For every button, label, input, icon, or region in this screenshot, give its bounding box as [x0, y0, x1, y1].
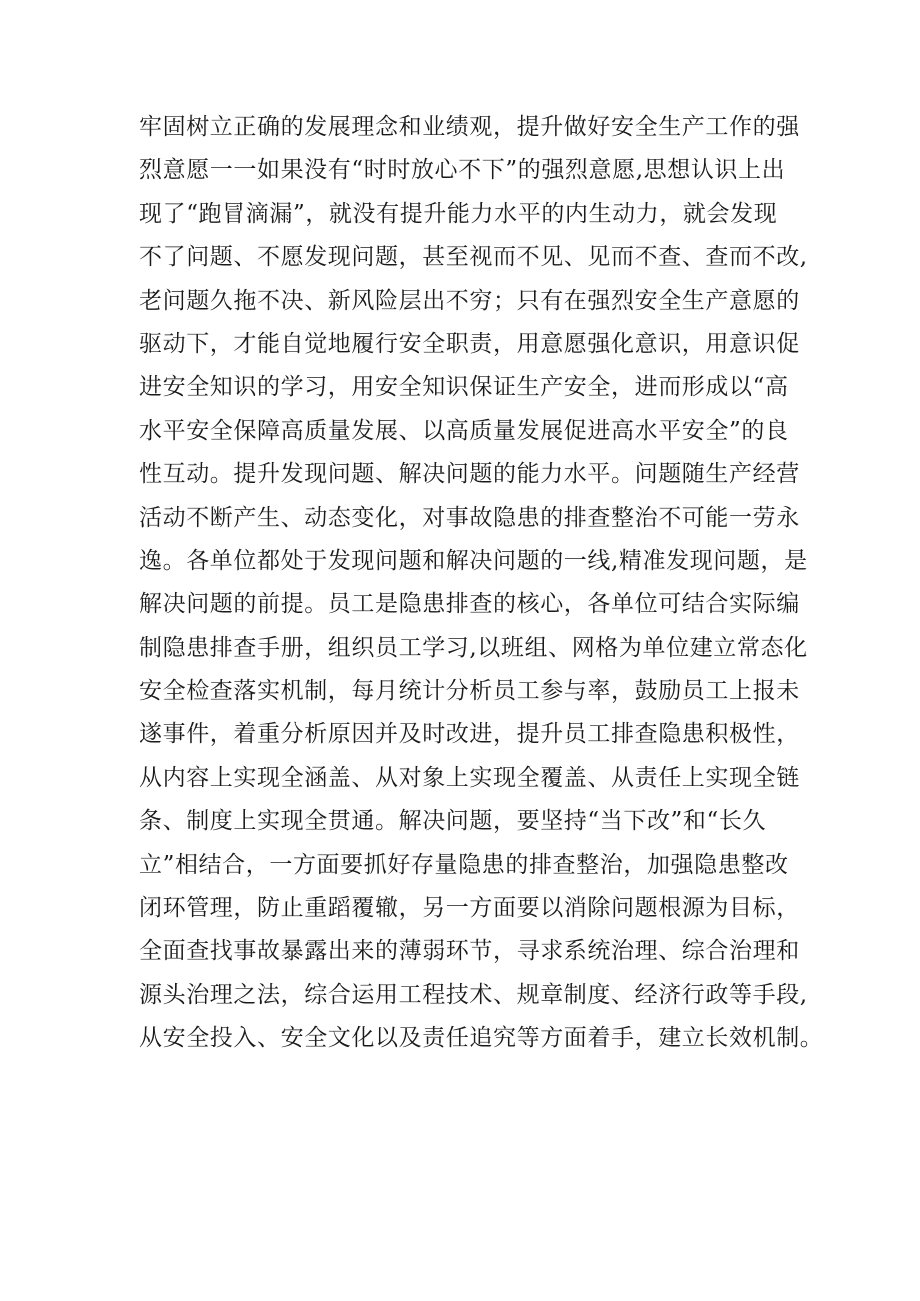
text-line: 制隐患排查手册，组织员工学习,以班组、网格为单位建立常态化	[139, 634, 808, 661]
text-line: 源头治理之法，综合运用工程技术、规章制度、经济行政等手段,	[139, 981, 808, 1008]
text-line: 从安全投入、安全文化以及责任追究等方面着手，建立长效机制。	[139, 1025, 824, 1052]
text-line: 解决问题的前提。员工是隐患排查的核心，各单位可结合实际编	[139, 591, 800, 618]
text-line: 不了问题、不愿发现问题，甚至视而不见、见而不查、查而不改,	[139, 244, 808, 271]
text-line: 闭环管理，防止重蹈覆辙，另一方面要以消除问题根源为目标，	[139, 895, 800, 922]
text-line: 现了“跑冒滴漏”，就没有提升能力水平的内生动力，就会发现	[139, 200, 778, 227]
text-line: 遂事件，着重分析原因并及时改进，提升员工排查隐患积极性，	[139, 721, 800, 748]
text-line: 活动不断产生、动态变化，对事故隐患的排查整治不可能一劳永	[139, 504, 800, 531]
body-paragraph	[139, 106, 824, 1061]
text-line: 从内容上实现全涵盖、从对象上实现全覆盖、从责任上实现全链	[139, 764, 800, 791]
text-line: 全面查找事故暴露出来的薄弱环节，寻求系统治理、综合治理和	[139, 938, 800, 965]
text-line: 驱动下，才能自觉地履行安全职责，用意愿强化意识，用意识促	[139, 330, 800, 357]
text-line: 逸。各单位都处于发现问题和解决问题的一线,精准发现问题，是	[139, 547, 808, 574]
text-line: 立”相结合，一方面要抓好存量隐患的排查整治，加强隐患整改	[139, 851, 789, 878]
text-line: 条、制度上实现全贯通。解决问题，要坚持“当下改”和“长久	[139, 808, 767, 835]
text-line: 老问题久拖不决、新风险层出不穷；只有在强烈安全生产意愿的	[139, 287, 800, 314]
text-line: 安全检查落实机制，每月统计分析员工参与率，鼓励员工上报未	[139, 678, 800, 705]
text-line: 烈意愿一一如果没有“时时放心不下”的强烈意愿,思想认识上出	[139, 157, 786, 184]
text-line: 水平安全保障高质量发展、以高质量发展促进高水平安全”的良	[139, 417, 789, 444]
text-line: 性互动。提升发现问题、解决问题的能力水平。问题随生产经营	[139, 461, 800, 488]
text-line: 牢固树立正确的发展理念和业绩观，提升做好安全生产工作的强	[139, 114, 800, 140]
text-line: 进安全知识的学习，用安全知识保证生产安全，进而形成以“高	[139, 374, 789, 401]
